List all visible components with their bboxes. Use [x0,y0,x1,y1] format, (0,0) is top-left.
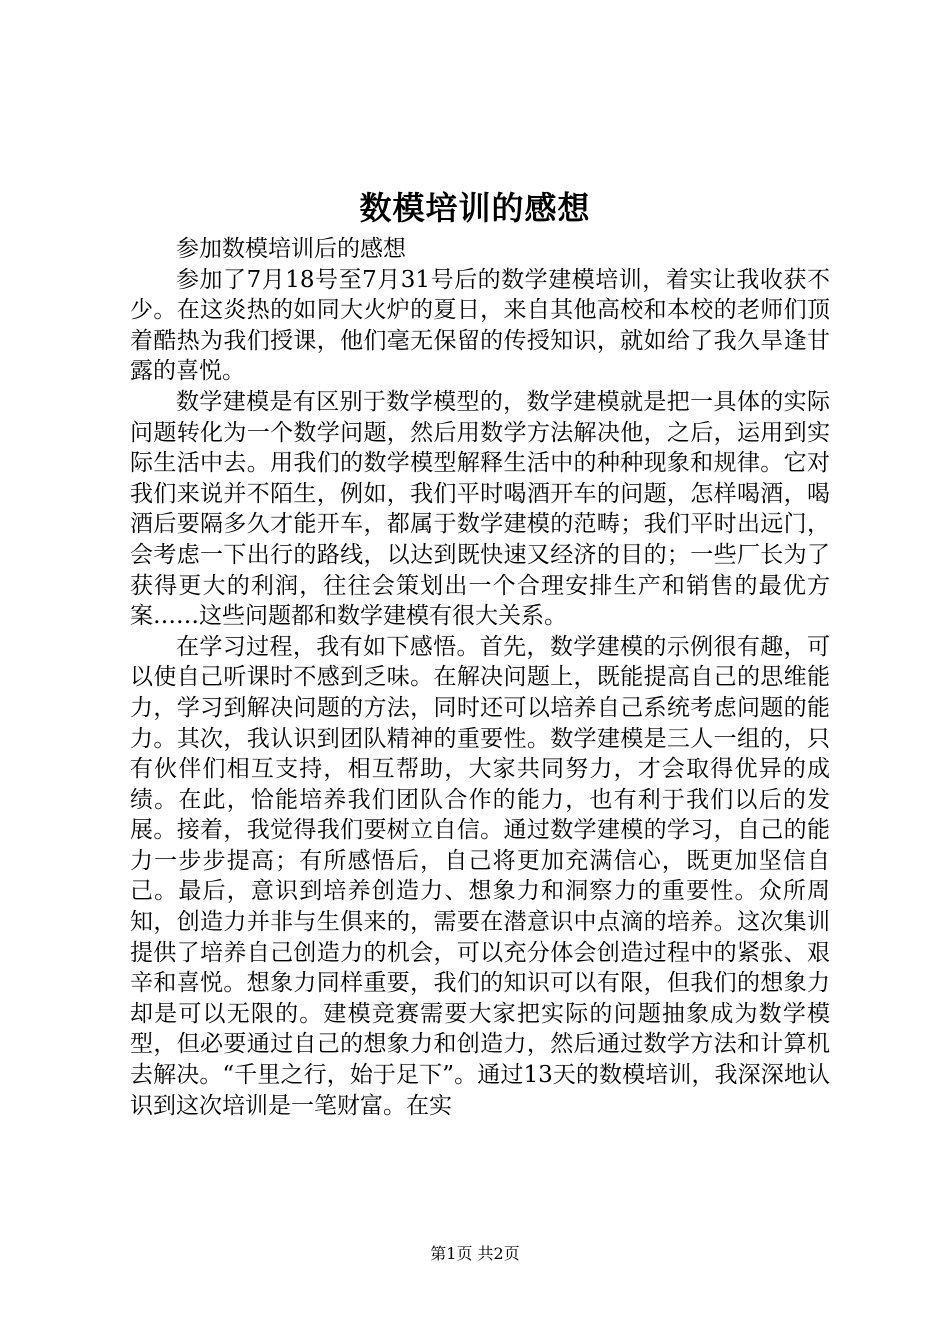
paragraph-1: 参加了7月18号至7月31号后的数学建模培训，着实让我收获不少。在这炎热的如同大火炉的夏日，来自其他高校和本校的老师们顶着酷热为我们授课，他们毫无保留的传授知识，就如给了我久旱逢甘露的喜悦。 [130,266,830,385]
document-title: 数模培训的感想 [359,189,591,227]
document-body [130,234,830,1121]
page-footer: 第1页 共2页 [430,1244,520,1263]
paragraph-subtitle: 参加数模培训后的感想 [176,236,406,262]
paragraph-3: 在学习过程，我有如下感悟。首先，数学建模的示例很有趣，可以使自己听课时不感到乏味。在解决问题上，既能提高自己的思维能力，学习到解决问题的方法，同时还可以培养自己系统考虑问题的能力。其次，我认识到团队精神的重要性。数学建模是三人一组的，只有伙伴们相互支持，相互帮助，大家共同努力，才会取得优异的成绩。在此，恰能培养我们团队合作的能力，也有利于我们以后的发展。接着，我觉得我们要树立自信。通过数学建模的学习，自己的能力一步步提高；有所感悟后，自己将更加充满信心，既更加坚信自己。最后，意识到培养创造力、想象力和洞察力的重要性。众所周知，创造力并非与生俱来的，需要在潜意识中点滴的培养。这次集训提供了培养自己创造力的机会，可以充分体会创造过程中的紧张、艰辛和喜悦。想象力同样重要，我们的知识可以有限，但我们的想象力却是可以无限的。建模竞赛需要大家把实际的问题抽象成为数学模型，但必要通过自己的想象力和创造力，然后通过数学方法和计算机去解决。“千里之行，始于足下”。通过13天的数模培训，我深深地认识到这次培训是一笔财富。在实 [130,633,830,1119]
paragraph-2: 数学建模是有区别于数学模型的，数学建模就是把一具体的实际问题转化为一个数学问题，然后用数学方法解决他，之后，运用到实际生活中去。用我们的数学模型解释生活中的种种现象和规律。它对我们来说并不陌生，例如，我们平时喝酒开车的问题，怎样喝酒，喝酒后要隔多久才能开车，都属于数学建模的范畴；我们平时出远门，会考虑一下出行的路线，以达到既快速又经济的目的；一些厂长为了获得更大的利润，往往会策划出一个合理安排生产和销售的最优方案……这些问题都和数学建模有很大关系。 [130,388,830,630]
